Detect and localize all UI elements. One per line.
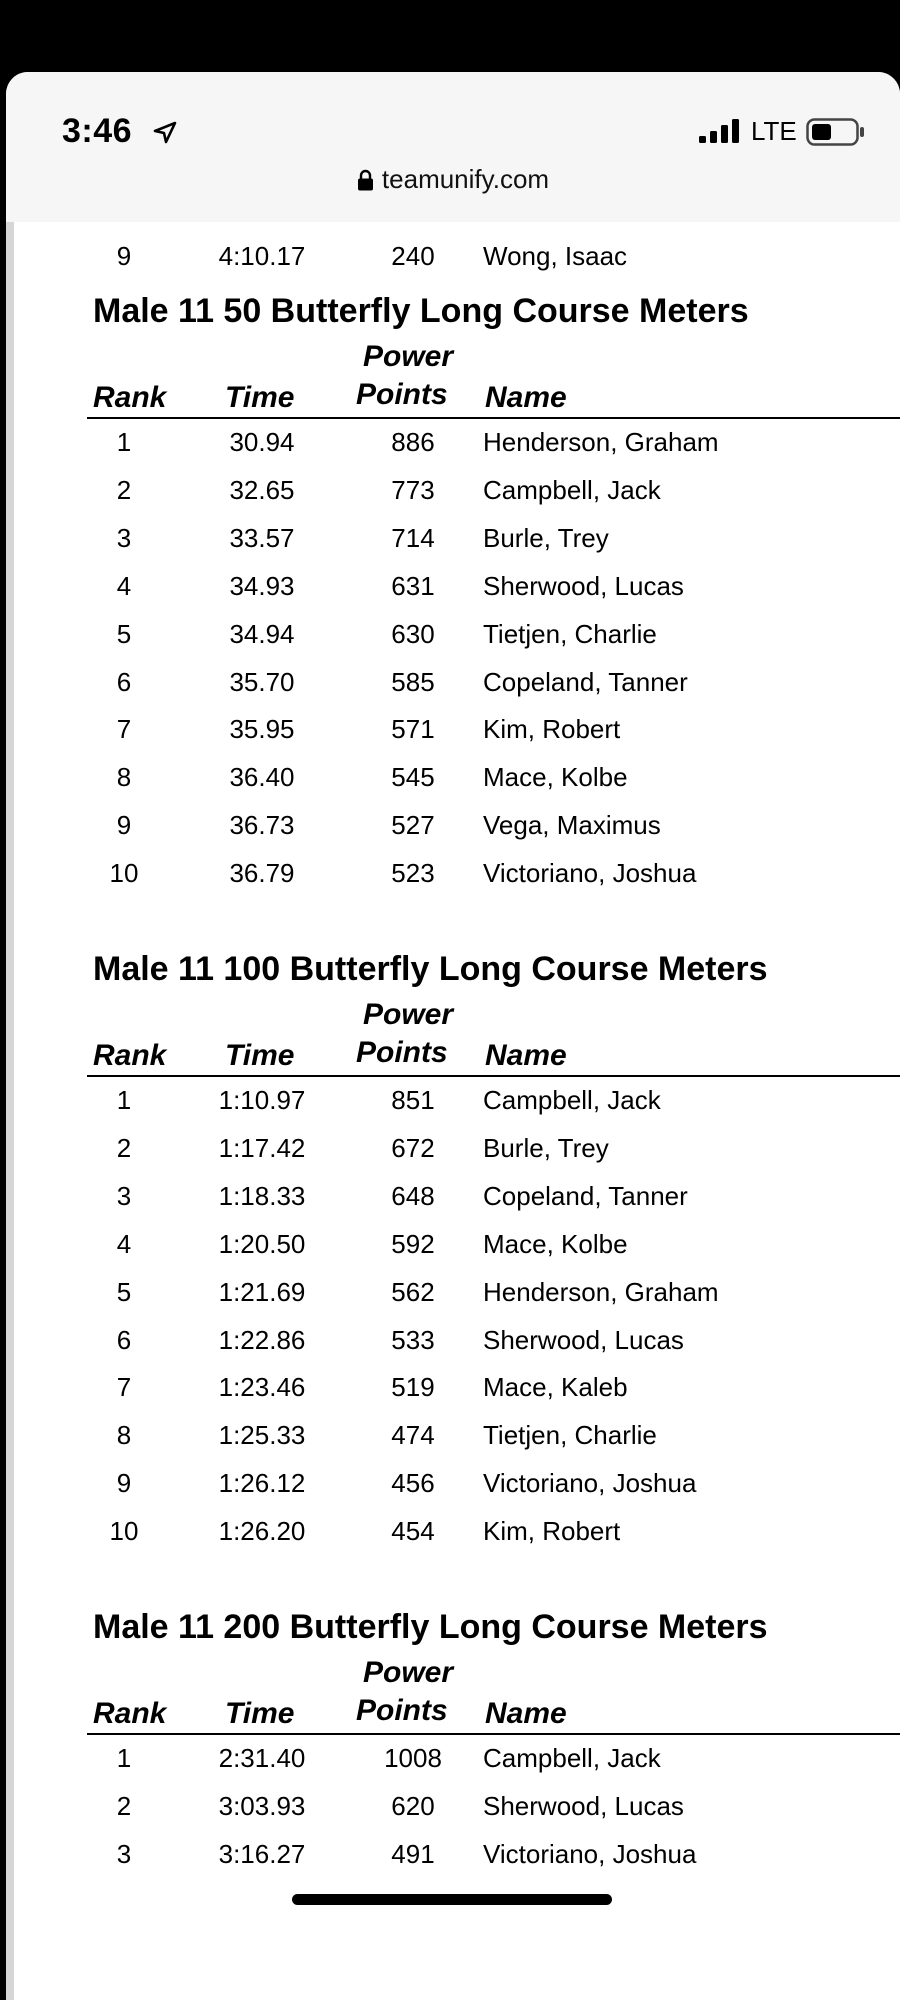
name-cell: Sherwood, Lucas — [483, 571, 684, 601]
table-row — [6, 1272, 900, 1312]
table-row — [6, 1320, 900, 1360]
rank-cell: 10 — [109, 858, 139, 888]
points-cell: 533 — [391, 1325, 435, 1355]
points-cell: 585 — [391, 667, 435, 697]
network-type: LTE — [751, 116, 797, 146]
name-cell: Mace, Kaleb — [483, 1372, 628, 1402]
table-row — [6, 1367, 900, 1407]
header-rule — [87, 417, 900, 419]
time-cell: 1:26.20 — [218, 1516, 306, 1546]
points-cell: 571 — [391, 714, 435, 744]
event-title: Male 11 100 Butterfly Long Course Meters — [93, 950, 768, 988]
name-cell: Campbell, Jack — [483, 1743, 661, 1773]
points-cell: 527 — [391, 810, 435, 840]
rank-cell: 6 — [116, 1325, 132, 1355]
column-header-rank: Rank — [93, 1039, 167, 1072]
rank-cell: 2 — [116, 1133, 132, 1163]
points-cell: 491 — [391, 1839, 435, 1869]
column-header-points: Points — [356, 378, 448, 411]
rank-cell: 1 — [116, 427, 132, 457]
time-cell: 1:22.86 — [218, 1325, 306, 1355]
page-content — [6, 222, 900, 2000]
points-cell: 714 — [391, 523, 435, 553]
status-bar — [6, 72, 900, 222]
column-header-name: Name — [485, 1039, 567, 1072]
time-cell: 35.70 — [229, 667, 295, 697]
name-cell: Tietjen, Charlie — [483, 1420, 657, 1450]
points-cell: 456 — [391, 1468, 435, 1498]
points-cell: 592 — [391, 1229, 435, 1259]
rank-cell: 1 — [116, 1743, 132, 1773]
points-cell: 620 — [391, 1791, 435, 1821]
home-indicator[interactable] — [292, 1894, 612, 1905]
table-row — [6, 1786, 900, 1826]
time-cell: 3:03.93 — [218, 1791, 306, 1821]
name-cell: Campbell, Jack — [483, 475, 661, 505]
table-row — [6, 1463, 900, 1503]
table-row — [6, 757, 900, 797]
points-cell: 630 — [391, 619, 435, 649]
rank-cell: 9 — [116, 810, 132, 840]
table-row — [6, 662, 900, 702]
points-cell: 519 — [391, 1372, 435, 1402]
column-header-time: Time — [225, 381, 295, 414]
time-cell: 1:20.50 — [218, 1229, 306, 1259]
rank-cell: 6 — [116, 667, 132, 697]
points-cell: 631 — [391, 571, 435, 601]
name-cell: Wong, Isaac — [483, 241, 628, 271]
name-cell: Victoriano, Joshua — [483, 858, 697, 888]
event-title: Male 11 200 Butterfly Long Course Meters — [93, 1608, 768, 1646]
table-row — [6, 805, 900, 845]
name-cell: Victoriano, Joshua — [483, 1839, 697, 1869]
points-cell: 672 — [391, 1133, 435, 1163]
rank-cell: 2 — [116, 475, 132, 505]
table-row — [6, 470, 900, 510]
points-cell: 474 — [391, 1420, 435, 1450]
time-cell: 34.93 — [229, 571, 295, 601]
points-cell: 523 — [391, 858, 435, 888]
rank-cell: 5 — [116, 1277, 132, 1307]
time-cell: 36.79 — [229, 858, 295, 888]
points-cell: 240 — [391, 241, 435, 271]
points-cell: 886 — [391, 427, 435, 457]
rank-cell: 3 — [116, 1181, 132, 1211]
rank-cell: 7 — [116, 1372, 132, 1402]
time-cell: 1:26.12 — [218, 1468, 306, 1498]
name-cell: Mace, Kolbe — [483, 1229, 628, 1259]
name-cell: Sherwood, Lucas — [483, 1325, 684, 1355]
table-row — [6, 422, 900, 462]
rank-cell: 10 — [109, 1516, 139, 1546]
signal-icon — [699, 119, 741, 143]
rank-cell: 7 — [116, 714, 132, 744]
table-row — [6, 1738, 900, 1778]
table-row — [6, 1128, 900, 1168]
time-cell: 4:10.17 — [218, 241, 306, 271]
table-row — [6, 1415, 900, 1455]
location-arrow-icon — [152, 120, 178, 146]
table-row — [6, 1176, 900, 1216]
table-row — [6, 1834, 900, 1874]
name-cell: Victoriano, Joshua — [483, 1468, 697, 1498]
time-cell: 3:16.27 — [218, 1839, 306, 1869]
rank-cell: 8 — [116, 762, 132, 792]
time-cell: 32.65 — [229, 475, 295, 505]
name-cell: Mace, Kolbe — [483, 762, 628, 792]
table-row — [6, 614, 900, 654]
rank-cell: 1 — [116, 1085, 132, 1115]
name-cell: Burle, Trey — [483, 523, 609, 553]
points-cell: 545 — [391, 762, 435, 792]
time-cell: 1:10.97 — [218, 1085, 306, 1115]
name-cell: Kim, Robert — [483, 1516, 621, 1546]
phone-screen — [6, 72, 900, 2000]
column-header-time: Time — [225, 1039, 295, 1072]
table-row — [6, 853, 900, 893]
rank-cell: 4 — [116, 571, 132, 601]
time-cell: 1:21.69 — [218, 1277, 306, 1307]
name-cell: Henderson, Graham — [483, 1277, 719, 1307]
name-cell: Kim, Robert — [483, 714, 621, 744]
time-cell: 2:31.40 — [218, 1743, 306, 1773]
time-cell: 36.40 — [229, 762, 295, 792]
column-header-power: Power — [363, 340, 454, 373]
name-cell: Copeland, Tanner — [483, 1181, 688, 1211]
header-rule — [87, 1075, 900, 1077]
table-row — [6, 236, 900, 276]
column-header-name: Name — [485, 1697, 567, 1730]
rank-cell: 3 — [116, 1839, 132, 1869]
rank-cell: 8 — [116, 1420, 132, 1450]
rank-cell: 9 — [116, 1468, 132, 1498]
battery-icon — [806, 117, 866, 147]
table-row — [6, 1080, 900, 1120]
time-cell: 34.94 — [229, 619, 295, 649]
address-bar[interactable] — [6, 164, 900, 196]
name-cell: Henderson, Graham — [483, 427, 719, 457]
rank-cell: 3 — [116, 523, 132, 553]
column-header-power: Power — [363, 1656, 454, 1689]
header-rule — [87, 1733, 900, 1735]
rank-cell: 5 — [116, 619, 132, 649]
column-header-points: Points — [356, 1036, 448, 1069]
points-cell: 562 — [391, 1277, 435, 1307]
column-header-points: Points — [356, 1694, 448, 1727]
time-cell: 1:18.33 — [218, 1181, 306, 1211]
name-cell: Tietjen, Charlie — [483, 619, 657, 649]
name-cell: Sherwood, Lucas — [483, 1791, 684, 1821]
column-header-rank: Rank — [93, 381, 167, 414]
lock-icon — [357, 169, 374, 191]
time-cell: 33.57 — [229, 523, 295, 553]
event-title: Male 11 50 Butterfly Long Course Meters — [93, 292, 749, 330]
time-cell: 1:25.33 — [218, 1420, 306, 1450]
table-row — [6, 1511, 900, 1551]
name-cell: Vega, Maximus — [483, 810, 661, 840]
status-time: 3:46 — [62, 112, 133, 150]
column-header-name: Name — [485, 381, 567, 414]
table-row — [6, 566, 900, 606]
column-header-power: Power — [363, 998, 454, 1031]
url-text[interactable]: teamunify.com — [381, 164, 550, 194]
rank-cell: 2 — [116, 1791, 132, 1821]
table-row — [6, 518, 900, 558]
points-cell: 1008 — [384, 1743, 442, 1773]
time-cell: 35.95 — [229, 714, 295, 744]
name-cell: Copeland, Tanner — [483, 667, 688, 697]
table-row — [6, 709, 900, 749]
time-cell: 30.94 — [229, 427, 295, 457]
points-cell: 454 — [391, 1516, 435, 1546]
time-cell: 1:17.42 — [218, 1133, 306, 1163]
name-cell: Burle, Trey — [483, 1133, 609, 1163]
column-header-time: Time — [225, 1697, 295, 1730]
points-cell: 851 — [391, 1085, 435, 1115]
column-header-rank: Rank — [93, 1697, 167, 1730]
rank-cell: 4 — [116, 1229, 132, 1259]
time-cell: 1:23.46 — [218, 1372, 306, 1402]
points-cell: 648 — [391, 1181, 435, 1211]
points-cell: 773 — [391, 475, 435, 505]
rank-cell: 9 — [116, 241, 132, 271]
table-row — [6, 1224, 900, 1264]
name-cell: Campbell, Jack — [483, 1085, 661, 1115]
time-cell: 36.73 — [229, 810, 295, 840]
